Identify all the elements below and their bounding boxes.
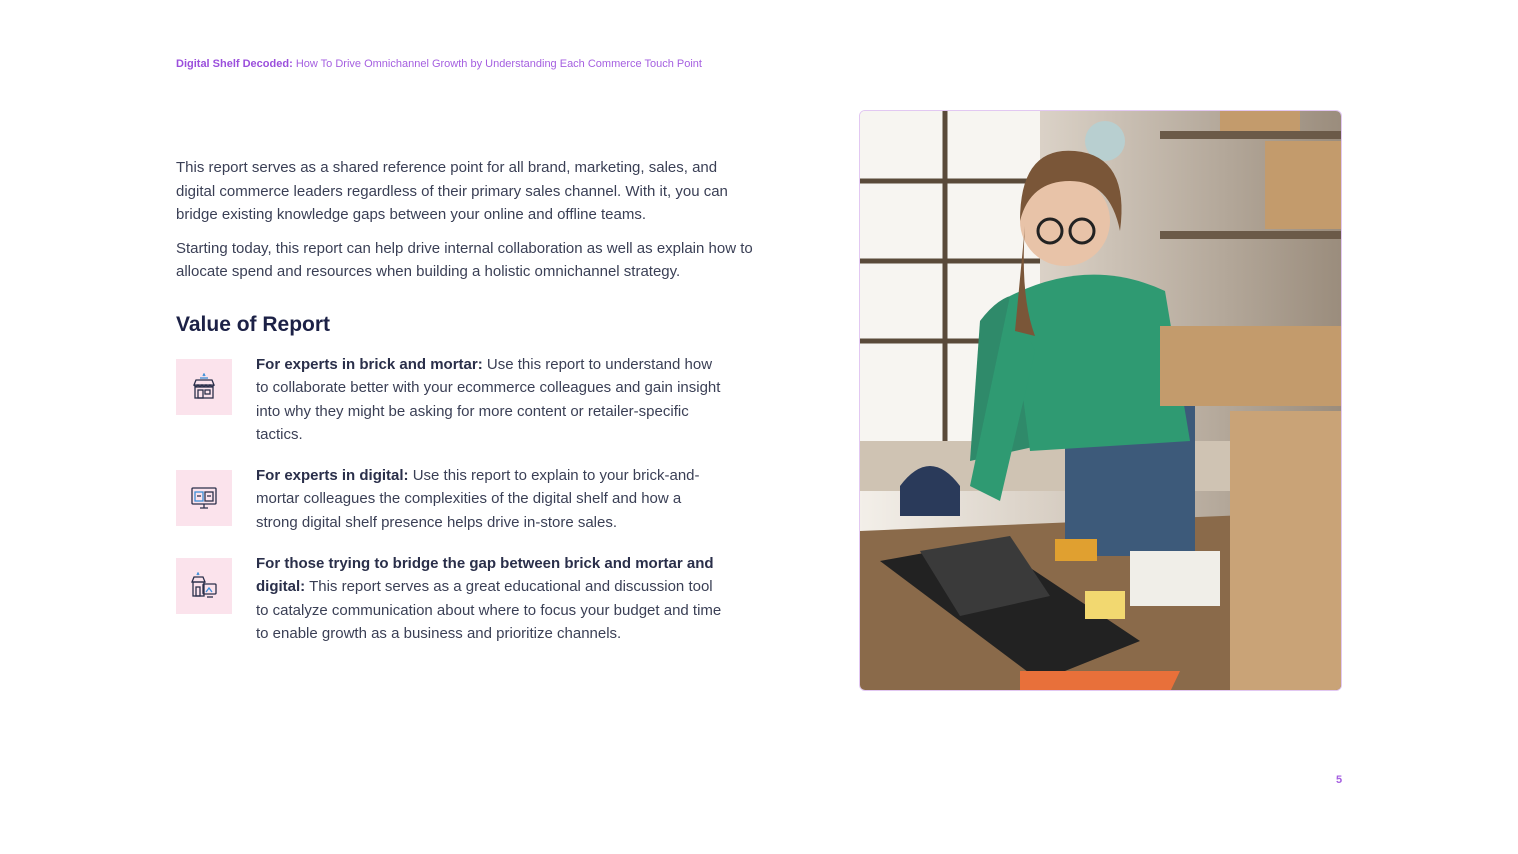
value-item-body: This report serves as a great educational and discussion tool to catalyze communication about where to focus your budget and time to enable growth as a business and prioritize channels. [256,578,722,642]
store-and-screen-icon [176,558,232,614]
value-item-bold: For experts in brick and mortar: [256,356,483,373]
value-item-text [256,552,726,645]
section-title: Value of Report [176,313,331,336]
monitor-store-icon [176,470,232,526]
storefront-icon [176,359,232,415]
page-number: 5 [1336,774,1343,786]
header-report-title: Digital Shelf Decoded: [176,58,293,70]
value-item-text [256,464,726,534]
intro-paragraph-1: This report serves as a shared reference point for all brand, marketing, sales, and digital commerce leaders regardless of their primary sales channel. With it, you can bridge existing knowledge gaps between your online and offline teams. [176,159,728,223]
intro-text [176,156,756,294]
header-subtitle: How To Drive Omnichannel Growth by Understanding Each Commerce Touch Point [295,58,702,70]
running-header [176,58,702,70]
value-item-bold: For experts in digital: [256,467,409,484]
value-item-text [256,353,726,446]
value-item-bold: For those trying to bridge the gap between brick and mortar and digital: [256,555,714,596]
value-item-body: Use this report to explain to your brick-and-mortar colleagues the complexities of the digital shelf and how a strong digital shelf presence helps drive in-store sales. [256,467,700,531]
value-item-body: Use this report to understand how to collaborate better with your ecommerce colleagues and gain insight into why they might be asking for more content or retailer-specific tactics. [256,356,721,443]
intro-paragraph-2: Starting today, this report can help drive internal collaboration as well as explain how to allocate spend and resources when building a holistic omnichannel strategy. [176,239,753,280]
woman-at-laptop-photo [859,110,1342,691]
